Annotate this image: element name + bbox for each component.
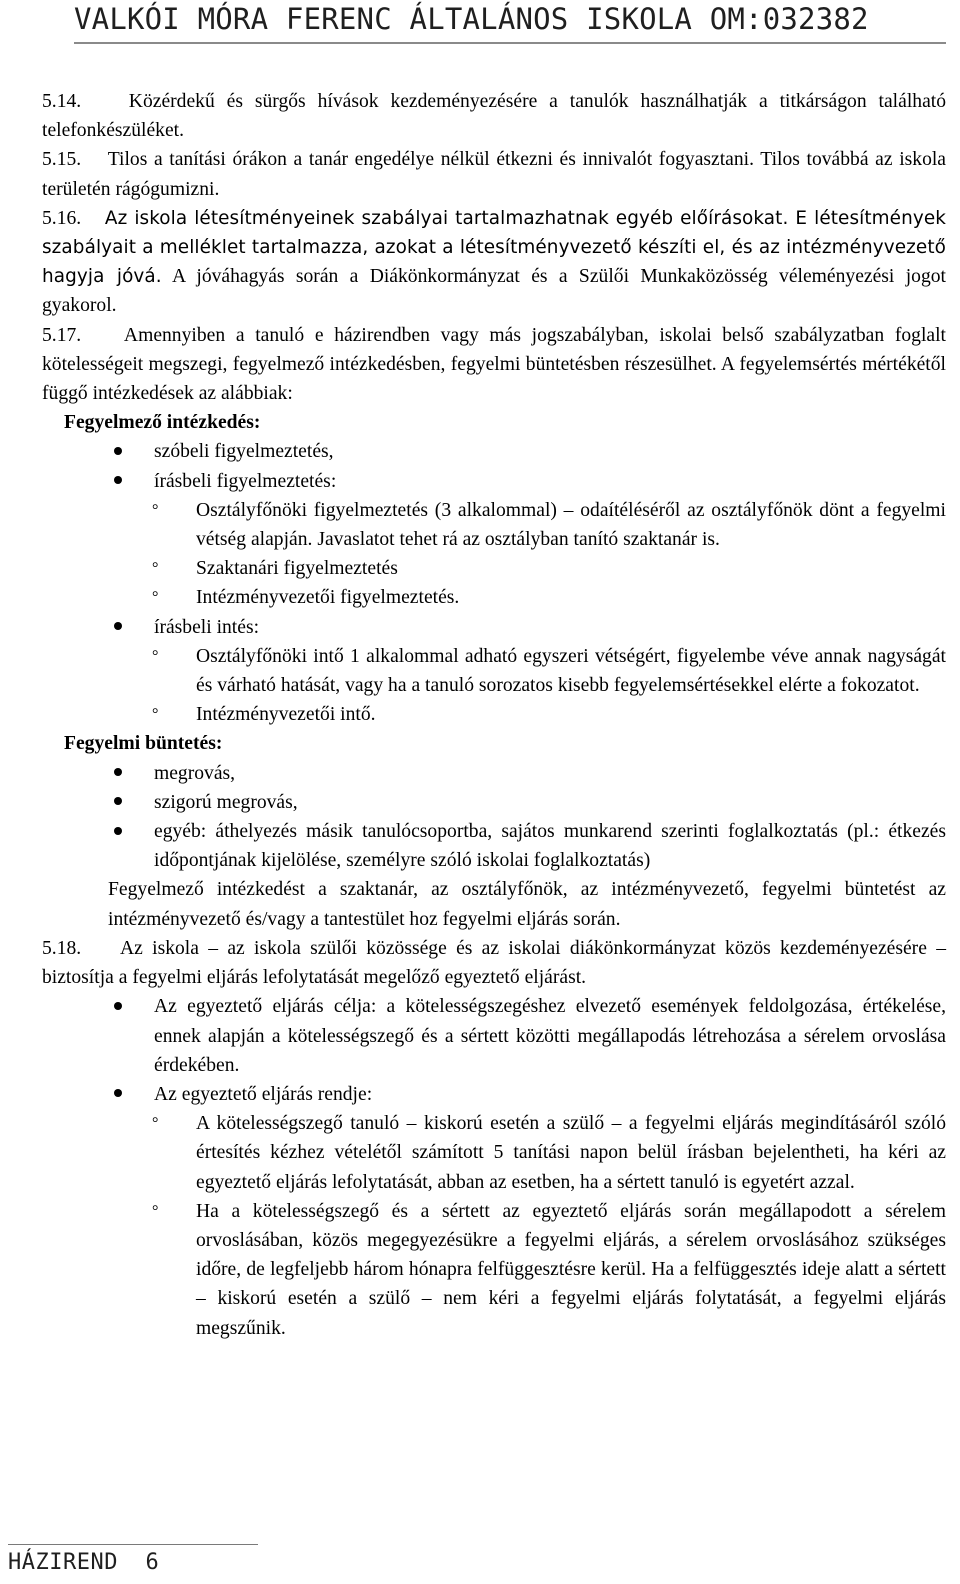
list-item [42,613,946,642]
sub-list-item [42,642,946,700]
fegyelmezo-heading: Fegyelmező intézkedés: [64,412,261,434]
sub-list-item [42,1197,946,1343]
section-number: 5.17. [42,324,82,346]
section-text: Közérdekű és sürgős hívások kezdeményezésére a tanulók használhatják a titkárságon található telefonkészüléket. [42,91,947,142]
section-text: Amennyiben a tanuló e házirendben vagy más jogszabályban, iskolai belső szabályzatban foglalt kötelességeit megszegi, fegyelmező intézkedésben, fegyelmi büntetésben részesülhet. A fegyelemsértés mértékétől függő intézkedések az alábbiak: [42,324,947,405]
section-number: 5.16. [42,207,82,229]
list-item [42,1080,946,1109]
list-item-text: megrovás, [154,762,236,784]
degree-marker-icon: ° [152,647,159,665]
footer-divider [8,1544,258,1545]
section-text: Tilos a tanítási órákon a tanár engedélye nélkül étkezni és innivalót fogyasztani. Tilos továbbá az iskola területén rágógumizni. [42,149,947,200]
page-number: 6 [145,1550,160,1575]
section-text-continued: A jóváhagyás során a Diákönkormányzat és a Szülői Munkaközösség véleményezési jogot gyakorol. [42,266,946,317]
bullet-icon [108,992,154,1080]
bullet-icon [108,788,154,817]
section-5-14 [42,87,946,145]
header-title: VALKÓI MÓRA FERENC ÁLTALÁNOS ISKOLA OM:032382 [74,2,869,36]
page-header [0,0,960,46]
footer-text [8,1550,159,1575]
bullet-icon [108,613,154,642]
list-item [42,467,946,496]
sub-list-item-text: A kötelességszegő tanuló – kiskorú esetén a szülő – a fegyelmi eljárás megindításáról szóló értesítés kézhez vételétől számított 5 tanítási napon belül írásban bejelentheti, ha kéri az egyeztető eljárás lefolytatását, abban az esetben, ha a sértett tanuló is egyetért azzal. [196,1113,946,1193]
list-item [42,817,946,875]
section-number: 5.14. [42,91,82,112]
sub-list-item [42,700,946,729]
degree-marker-icon: ° [152,1202,159,1220]
list-item-text: szóbeli figyelmeztetés, [154,441,334,463]
header-divider [74,42,946,44]
sub-list-item [42,496,946,554]
sub-list-item-text: Osztályfőnöki figyelmeztetés (3 alkalommal) – odaítéléséről az osztályfőnök dönt a fegyelmi vétség alapján. Javaslatot tehet rá az osztályban tanító szaktanár is. [196,499,946,551]
section-text: Az iskola – az iskola szülői közössége és az iskolai diákönkormányzat közös kezdeményezésére – biztosítja a fegyelmi eljárás lefolytatását megelőző egyeztető eljárást. [42,937,946,989]
degree-marker-icon: ° [152,1115,159,1133]
list-item [42,759,946,788]
section-number: 5.15. [42,149,82,171]
bullet-icon [108,817,154,875]
degree-marker-icon: ° [152,706,159,724]
list-item-text: Az egyeztető eljárás célja: a kötelességszegéshez elvezető események feldolgozása, értékelése, ennek alapján a kötelességszegő és a sértett közötti megállapodás létrehozása a sérelem orvoslása érdekében. [154,996,946,1076]
list-item-text: írásbeli figyelmeztetés: [154,470,337,492]
sub-list-item [42,1109,946,1197]
list-item-text: Az egyeztető eljárás rendje: [154,1083,373,1105]
sub-list-item-text: Intézményvezetői intő. [196,704,376,726]
page-footer [4,1544,264,1584]
bullet-icon [108,1080,154,1109]
section-number: 5.18. [42,937,82,959]
bullet-icon [108,437,154,466]
sub-list-item-text: Szaktanári figyelmeztetés [196,558,398,580]
section-text: Az iskola létesítményeinek szabályai tartalmazhatnak egyéb előírásokat. E létesítmények szabályait a melléklet tartalmazza, azokat a létesítményvezető készíti el, és az intézményvezető hagyja jóvá. [42,207,946,288]
list-item [42,992,946,1080]
list-item-text: egyéb: áthelyezés másik tanulócsoportba, sajátos munkarend szerinti foglalkoztatás (pl.: étkezés időpontjának kijelölése, személyre szóló iskolai foglalkoztatás) [154,821,946,872]
bullet-icon [108,467,154,496]
section-5-16 [42,204,946,321]
sub-list-item-text: Ha a kötelességszegő és a sértett az egyeztető eljárás során megállapodott a sérelem orvoslásában, közös megegyezésükre a fegyelmi eljárás, a sérelem orvoslásához szükséges időre, de legfeljebb három hónapra felfüggesztésre kerül. Ha a felfüggesztés ideje alatt a sértett – kiskorú esetén a szülő – nem kéri a fegyelmi eljárás folytatását, a fegyelmi eljárás megszűnik. [196,1200,946,1339]
buntetes-heading: Fegyelmi büntetés: [64,733,223,755]
degree-marker-icon: ° [152,589,159,607]
list-item [42,437,946,466]
sub-list-item-text: Osztályfőnöki intő 1 alkalommal adható egyszeri vétségért, figyelembe véve annak nagyságát és várható hatását, vagy ha a tanuló sorozatos kisebb fegyelemsértésekkel elérte a fokozatot. [196,645,946,697]
sub-list-item [42,554,946,583]
footer-label: HÁZIREND [8,1550,118,1575]
document-body [42,87,946,1343]
section-5-15 [42,145,946,203]
section-5-18-text [42,934,946,992]
list-item-text: írásbeli intés: [154,616,260,638]
degree-marker-icon: ° [152,560,159,578]
sub-list-item [42,583,946,612]
sub-list-item-text: Intézményvezetői figyelmeztetés. [196,587,460,609]
section-5-17 [42,321,946,409]
bullet-icon [108,759,154,788]
degree-marker-icon: ° [152,501,159,519]
list-item [42,788,946,817]
list-item-text: szigorú megrovás, [154,791,298,813]
buntetes-closing: Fegyelmező intézkedést a szaktanár, az osztályfőnök, az intézményvezető, fegyelmi büntetést az intézményvezető és/vagy a tantestület hoz fegyelmi eljárás során. [108,879,946,930]
